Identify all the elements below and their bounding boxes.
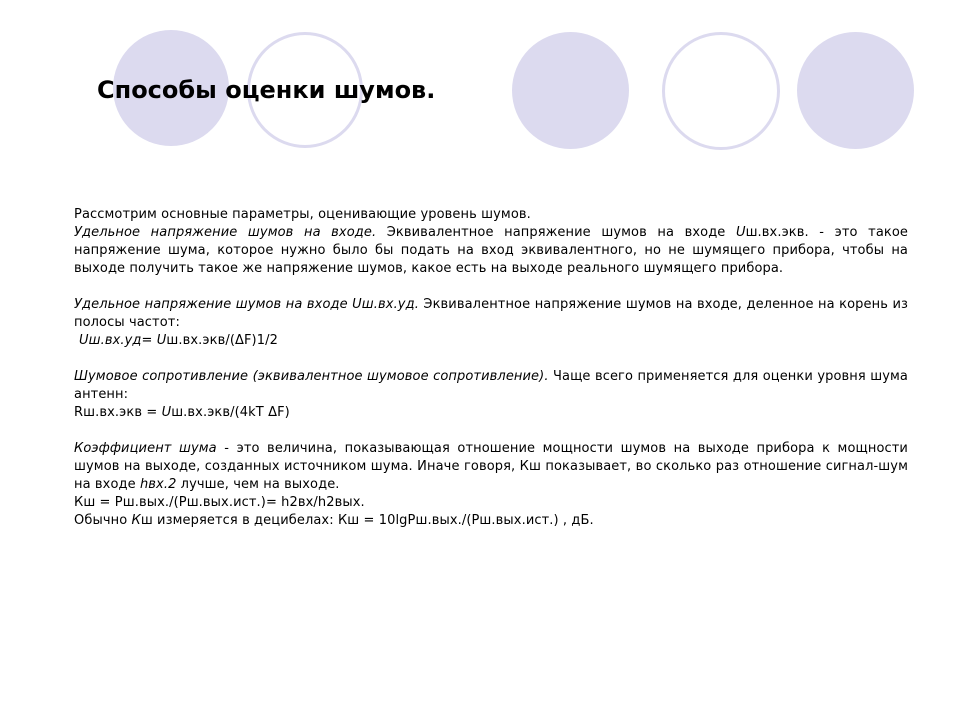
- paragraph-noise-resistance: [74, 368, 908, 404]
- term: Удельное напряжение шумов на входе Uш.вх.уд.: [74, 297, 419, 312]
- paragraph-specific-noise-voltage: [74, 224, 908, 278]
- term: Коэффициент шума: [74, 441, 217, 456]
- text: лучше, чем на выходе.: [176, 477, 340, 492]
- term: Шумовое сопротивление (эквивалентное шумовое сопротивление).: [74, 369, 549, 384]
- formula-part: ш.вх.экв/(4kT ΔF): [171, 405, 290, 420]
- formula-part: Rш.вх.экв =: [74, 405, 162, 420]
- spacer: [74, 350, 908, 368]
- slide-title: Способы оценки шумов.: [97, 76, 436, 104]
- term: Удельное напряжение шумов на входе.: [74, 225, 377, 240]
- slide-body: [74, 206, 908, 530]
- spacer: [74, 422, 908, 440]
- formula-noise-figure-db: [74, 512, 908, 530]
- decor-circle-5: [797, 32, 914, 149]
- formula-rest: ш.вх.экв/(ΔF)1/2: [166, 333, 278, 348]
- text: - это величина, показывающая отношение мощности шумов на выходе прибора к мощности шумов на выходе, созданных источником шума. Иначе говоря, Кш показывает, во сколько раз отношение сигнал-шум на входе: [74, 441, 908, 492]
- formula-resistance: [74, 404, 908, 422]
- decor-circle-4: [662, 32, 780, 150]
- text: Эквивалентное напряжение шумов на входе: [376, 225, 736, 240]
- formula-symbol: U: [161, 405, 172, 420]
- decor-circle-3: [512, 32, 629, 149]
- text: Эквивалентное напряжение шумов на входе, деленное на корень из полосы частот:: [74, 297, 909, 330]
- paragraph-noise-figure: [74, 440, 908, 494]
- text: ш измеряется в децибелах: Кш = 10lgРш.вых./(Рш.вых.ист.) , дБ.: [140, 513, 594, 528]
- formula-symbol: Uш.вх.уд: [79, 333, 142, 348]
- text: Обычно: [74, 513, 132, 528]
- formula-symbol: U: [156, 333, 167, 348]
- symbol: U: [735, 225, 746, 240]
- paragraph-specific-noise-voltage-ud: [74, 296, 908, 332]
- formula-noise-figure: Кш = Рш.вых./(Рш.вых.ист.)= h2вх/h2вых.: [74, 495, 365, 510]
- text: ш.вх.экв. - это такое напряжение шума, которое нужно было бы подать на вход эквивалентного, но не шумящего прибора, чтобы на выходе получить такое же напряжение шумов, какое есть на выходе реального шумящего прибора.: [74, 225, 908, 276]
- intro-text: Рассмотрим основные параметры, оценивающие уровень шумов.: [74, 207, 531, 222]
- formula-ud: [74, 332, 908, 350]
- formula-eq: =: [141, 333, 157, 348]
- symbol: К: [131, 513, 141, 528]
- symbol: hвх.2: [139, 477, 177, 492]
- spacer: [74, 278, 908, 296]
- text: Чаще всего применяется для оценки уровня шума антенн:: [74, 369, 908, 402]
